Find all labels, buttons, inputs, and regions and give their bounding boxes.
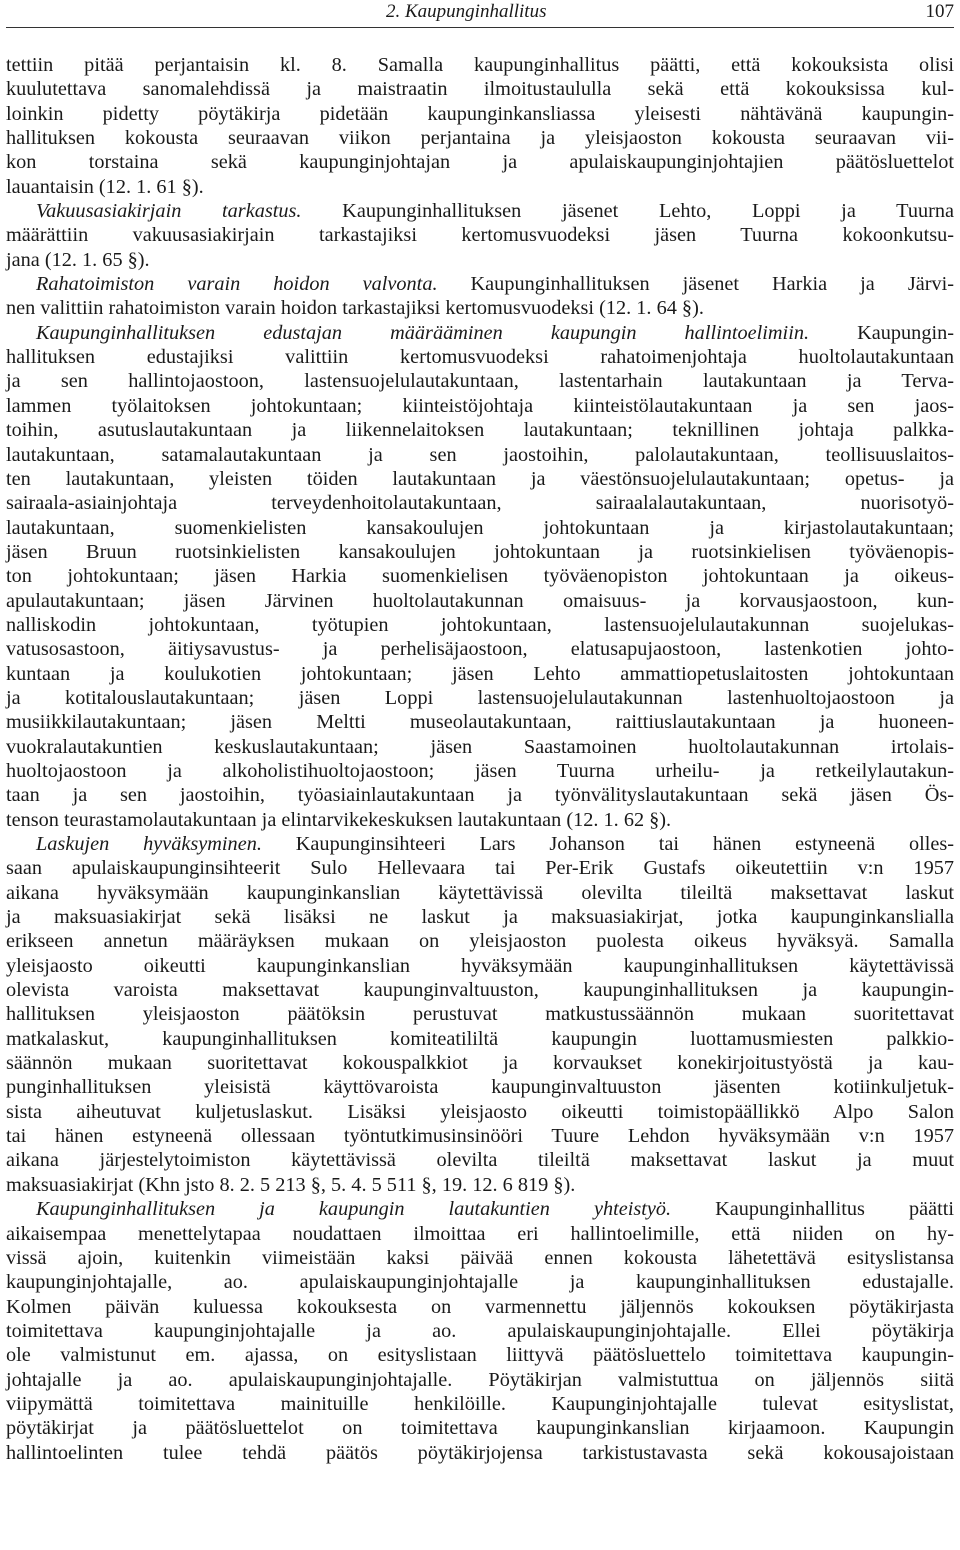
section-heading: Kaupunginhallituksen edustajan määrääminen kaupungin hallintoelimiin. — [36, 321, 810, 344]
text-line: saan apulaiskaupunginsihteerit Sulo Hellevaara tai Per-Erik Gustafs oikeutettiin v:n 1957 — [6, 857, 954, 880]
text-line: ten lautakuntaan, yleisten töiden lautakuntaan ja väestönsuojelulautakuntaan; opetus- ja — [6, 467, 954, 490]
text-line: huoltojaostoon ja alkoholistihuoltojaostoon; jäsen Tuurna urheilu- ja retkeilylautakun- — [6, 759, 954, 782]
text-line: nen valittiin rahatoimiston varain hoidon tarkastajiksi kertomusvuodeksi (12. 1. 64 §). — [6, 297, 704, 320]
text-line: Kolmen päivän kuluessa kokouksesta on varmennettu jäljennös kokouksen pöytäkirjasta — [6, 1295, 954, 1318]
text-line: lauantaisin (12. 1. 61 §). — [6, 175, 204, 198]
text-line: toimitettava kaupunginjohtajalle ja ao. apulaiskaupunginjohtajalle. Ellei pöytäkirja — [6, 1319, 954, 1342]
text-line: säännön mukaan suoritettavat kokouspalkkiot ja korvaukset konekirjoitustyöstä ja kau- — [6, 1052, 954, 1075]
text-line: ton johtokuntaan; jäsen Harkia suomenkielisen työväenopiston johtokuntaan ja oikeus- — [6, 565, 954, 588]
paragraph-rahatoimisto — [6, 272, 954, 321]
text-line: sairaala-asiainjohtaja terveydenhoitolautakuntaan, sairaalalautakuntaan, nuorisotyö- — [6, 492, 954, 515]
paragraph-yhteistyo — [6, 1197, 954, 1465]
text-run: Kaupunginhallitus päätti — [671, 1198, 954, 1221]
text-run: Kaupunginhallituksen jäsenet Lehto, Loppi ja Tuurna — [301, 200, 954, 223]
text-line: loinkin pidetty pöytäkirja pidetään kaupunginkansliassa yleisesti nähtävänä kaupungin- — [6, 102, 954, 125]
text-line: kon torstaina sekä kaupunginjohtajan ja apulaiskaupunginjohtajien päätösluettelot — [6, 151, 954, 174]
text-run: Kaupunginhallituksen jäsenet Harkia ja Järvi- — [437, 273, 954, 296]
text-line: pöytäkirjat ja päätösluettelot on toimitettava kaupunginkanslian kirjaamoon. Kaupungin — [6, 1417, 954, 1440]
text-line: yleisjaosto oikeutti kaupunginkanslian hyväksymään kaupunginhallituksen käytettävissä — [6, 954, 954, 977]
text-line-first — [6, 1197, 954, 1221]
text-line-first — [6, 199, 954, 223]
text-line: johtajalle ja ao. apulaiskaupunginjohtajalle. Pöytäkirjan valmistuttua on jäljennös siitä — [6, 1368, 954, 1391]
text-line: lammen työlaitoksen johtokuntaan; kiinteistöjohtaja kiinteistölautakuntaan ja sen jaos- — [6, 394, 954, 417]
text-line: hallintoelinten tulee tehdä päätös pöytäkirjojensa tarkistustavasta sekä kokousajoistaan — [6, 1441, 954, 1464]
text-line: matkalaskut, kaupunginhallituksen komiteatililtä kaupungin luottamusmiesten palkkio- — [6, 1027, 954, 1050]
text-line: kuntaan ja koulukotien johtokuntaan; jäsen Lehto ammattiopetuslaitosten johtokuntaan — [6, 662, 954, 685]
paragraph-laskut — [6, 832, 954, 1197]
running-title: 2. Kaupunginhallitus — [386, 1, 547, 22]
text-line: tai hänen estyneenä ollessaan työntutkimusinsinööri Tuure Lehdon hyväksymään v:n 1957 — [6, 1125, 954, 1148]
text-line-first — [6, 832, 954, 856]
text-line: hallituksen kokousta seuraavan viikon perjantaina ja yleisjaoston kokousta seuraavan vii- — [6, 127, 954, 150]
text-line: erikseen annetun määräyksen mukaan on yleisjaoston puolesta oikeus hyväksyä. Samalla — [6, 930, 954, 953]
text-line: määrättiin vakuusasiakirjain tarkastajiksi kertomusvuodeksi jäsen Tuurna kokoonkutsu- — [6, 224, 954, 247]
text-line: ja maksuasiakirjat sekä lisäksi ne laskut ja maksuasiakirjat, jotka kaupunginkanslialla — [6, 906, 954, 929]
section-heading: Vakuusasiakirjain tarkastus. — [36, 200, 302, 223]
text-line: sista aiheutuvat kuljetuslaskut. Lisäksi yleisjaosto oikeutti toimistopäällikkö Alpo Salon — [6, 1100, 954, 1123]
text-line: nalliskodin johtokuntaan, työtupien johtokuntaan, lastensuojelulautakunnan suojelukas- — [6, 613, 954, 636]
text-line: hallituksen edustajiksi valittiin kertomusvuodeksi rahatoimenjohtaja huoltolautakuntaan — [6, 346, 954, 369]
body-text — [6, 53, 954, 1465]
text-run: Kaupungin- — [809, 321, 954, 344]
text-run: Kaupunginsihteeri Lars Johanson tai hänen estyneenä olles- — [261, 833, 954, 855]
text-line: hallituksen yleisjaoston päätöksin perustuvat matkustussäännön mukaan suoritettavat — [6, 1003, 954, 1026]
text-line: kuulutettava sanomalehdissä ja maistraatin ilmoitustaululla sekä että kokouksissa kul- — [6, 78, 954, 101]
text-line: kaupunginjohtajalle, ao. apulaiskaupunginjohtajalle ja kaupunginhallituksen edustajalle. — [6, 1271, 954, 1294]
section-heading: Laskujen hyväksyminen. — [36, 833, 262, 855]
text-line: toihin, asutuslautakuntaan ja liikennelaitoksen lautakuntaan; teknillinen johtaja palkka- — [6, 419, 954, 442]
text-line: vuokralautakuntien keskuslautakuntaan; jäsen Saastamoinen huoltolautakunnan irtolais- — [6, 735, 954, 758]
paragraph-vakuusasiakirjat — [6, 199, 954, 272]
text-line: aikana hyväksymään kaupunginkanslian käytettävissä olevilta tileiltä maksettavat laskut — [6, 881, 954, 904]
document-page — [6, 0, 954, 1464]
text-line: apulautakuntaan; jäsen Järvinen huoltolautakunnan omaisuus- ja korvausjaostoon, kun- — [6, 589, 954, 612]
text-line-first — [6, 321, 954, 345]
text-line: aikaisempaa menettelytapaa noudattaen ilmoittaa eri hallintoelimille, että niiden on hy- — [6, 1222, 954, 1245]
section-heading: Kaupunginhallituksen ja kaupungin lautakuntien yhteistyö. — [36, 1198, 672, 1221]
text-line: ole valmistunut em. ajassa, on esityslistaan liittyvä päätösluettelo toimitettava kaupungin- — [6, 1344, 954, 1367]
header-rule — [6, 27, 954, 28]
text-line: maksuasiakirjat (Khn jsto 8. 2. 5 213 §, 5. 4. 5 511 §, 19. 12. 6 819 §). — [6, 1173, 576, 1196]
text-line: jäsen Bruun ruotsinkielisten kansakoulujen johtokuntaan ja ruotsinkielisen työväenopis- — [6, 540, 954, 563]
text-line: lautakuntaan, suomenkielisten kansakoulujen johtokuntaan ja kirjastolautakuntaan; — [6, 516, 954, 539]
paragraph-publication — [6, 53, 954, 199]
text-line: tenson teurastamolautakuntaan ja elintarvikekeskuksen lautakuntaan (12. 1. 62 §). — [6, 808, 672, 831]
page-number: 107 — [925, 1, 954, 22]
text-line: olevista varoista maksettavat kaupunginvaltuuston, kaupunginhallituksen ja kaupungin- — [6, 979, 954, 1002]
text-line: taan ja sen jaostoihin, työasiainlautakuntaan ja työnvälityslautakuntaan sekä jäsen Ös- — [6, 784, 954, 807]
text-line-first — [6, 272, 954, 296]
running-header — [6, 0, 954, 24]
paragraph-edustajat — [6, 321, 954, 832]
text-line: ja kotitalouslautakuntaan; jäsen Loppi lastensuojelulautakunnan lastenhuoltojaostoon ja — [6, 686, 954, 709]
text-line: vatusosastoon, äitiysavustus- ja perhelisäjaostoon, elatusapujaostoon, lastenkotien johto- — [6, 638, 954, 661]
text-line: aikana järjestelytoimiston käytettävissä olevilta tileiltä maksettavat laskut ja muut — [6, 1149, 954, 1172]
text-line: punginhallituksen yleisistä käyttövaroista kaupunginvaltuuston jäsenten kotiinkuljetuk- — [6, 1076, 954, 1099]
text-line: ja sen hallintojaostoon, lastensuojelulautakuntaan, lastentarhain lautakuntaan ja Terva- — [6, 370, 954, 393]
text-line: jana (12. 1. 65 §). — [6, 248, 150, 271]
text-line: vissä ajoin, kuitenkin viimeistään kaksi päivää ennen kokousta lähetettävä esityslistansa — [6, 1246, 954, 1269]
section-heading: Rahatoimiston varain hoidon valvonta. — [36, 273, 438, 296]
text-line: tettiin pitää perjantaisin kl. 8. Samalla kaupunginhallitus päätti, että kokouksista olisi — [6, 54, 954, 76]
text-line: musiikkilautakuntaan; jäsen Meltti museolautakuntaan, raittiuslautakuntaan ja huoneen- — [6, 711, 954, 734]
text-line: viipymättä toimitettava mainituille henkilöille. Kaupunginjohtajalle tulevat esityslistat, — [6, 1392, 954, 1415]
text-line: lautakuntaan, satamalautakuntaan ja sen jaostoihin, palolautakuntaan, teollisuuslaitos- — [6, 443, 954, 466]
